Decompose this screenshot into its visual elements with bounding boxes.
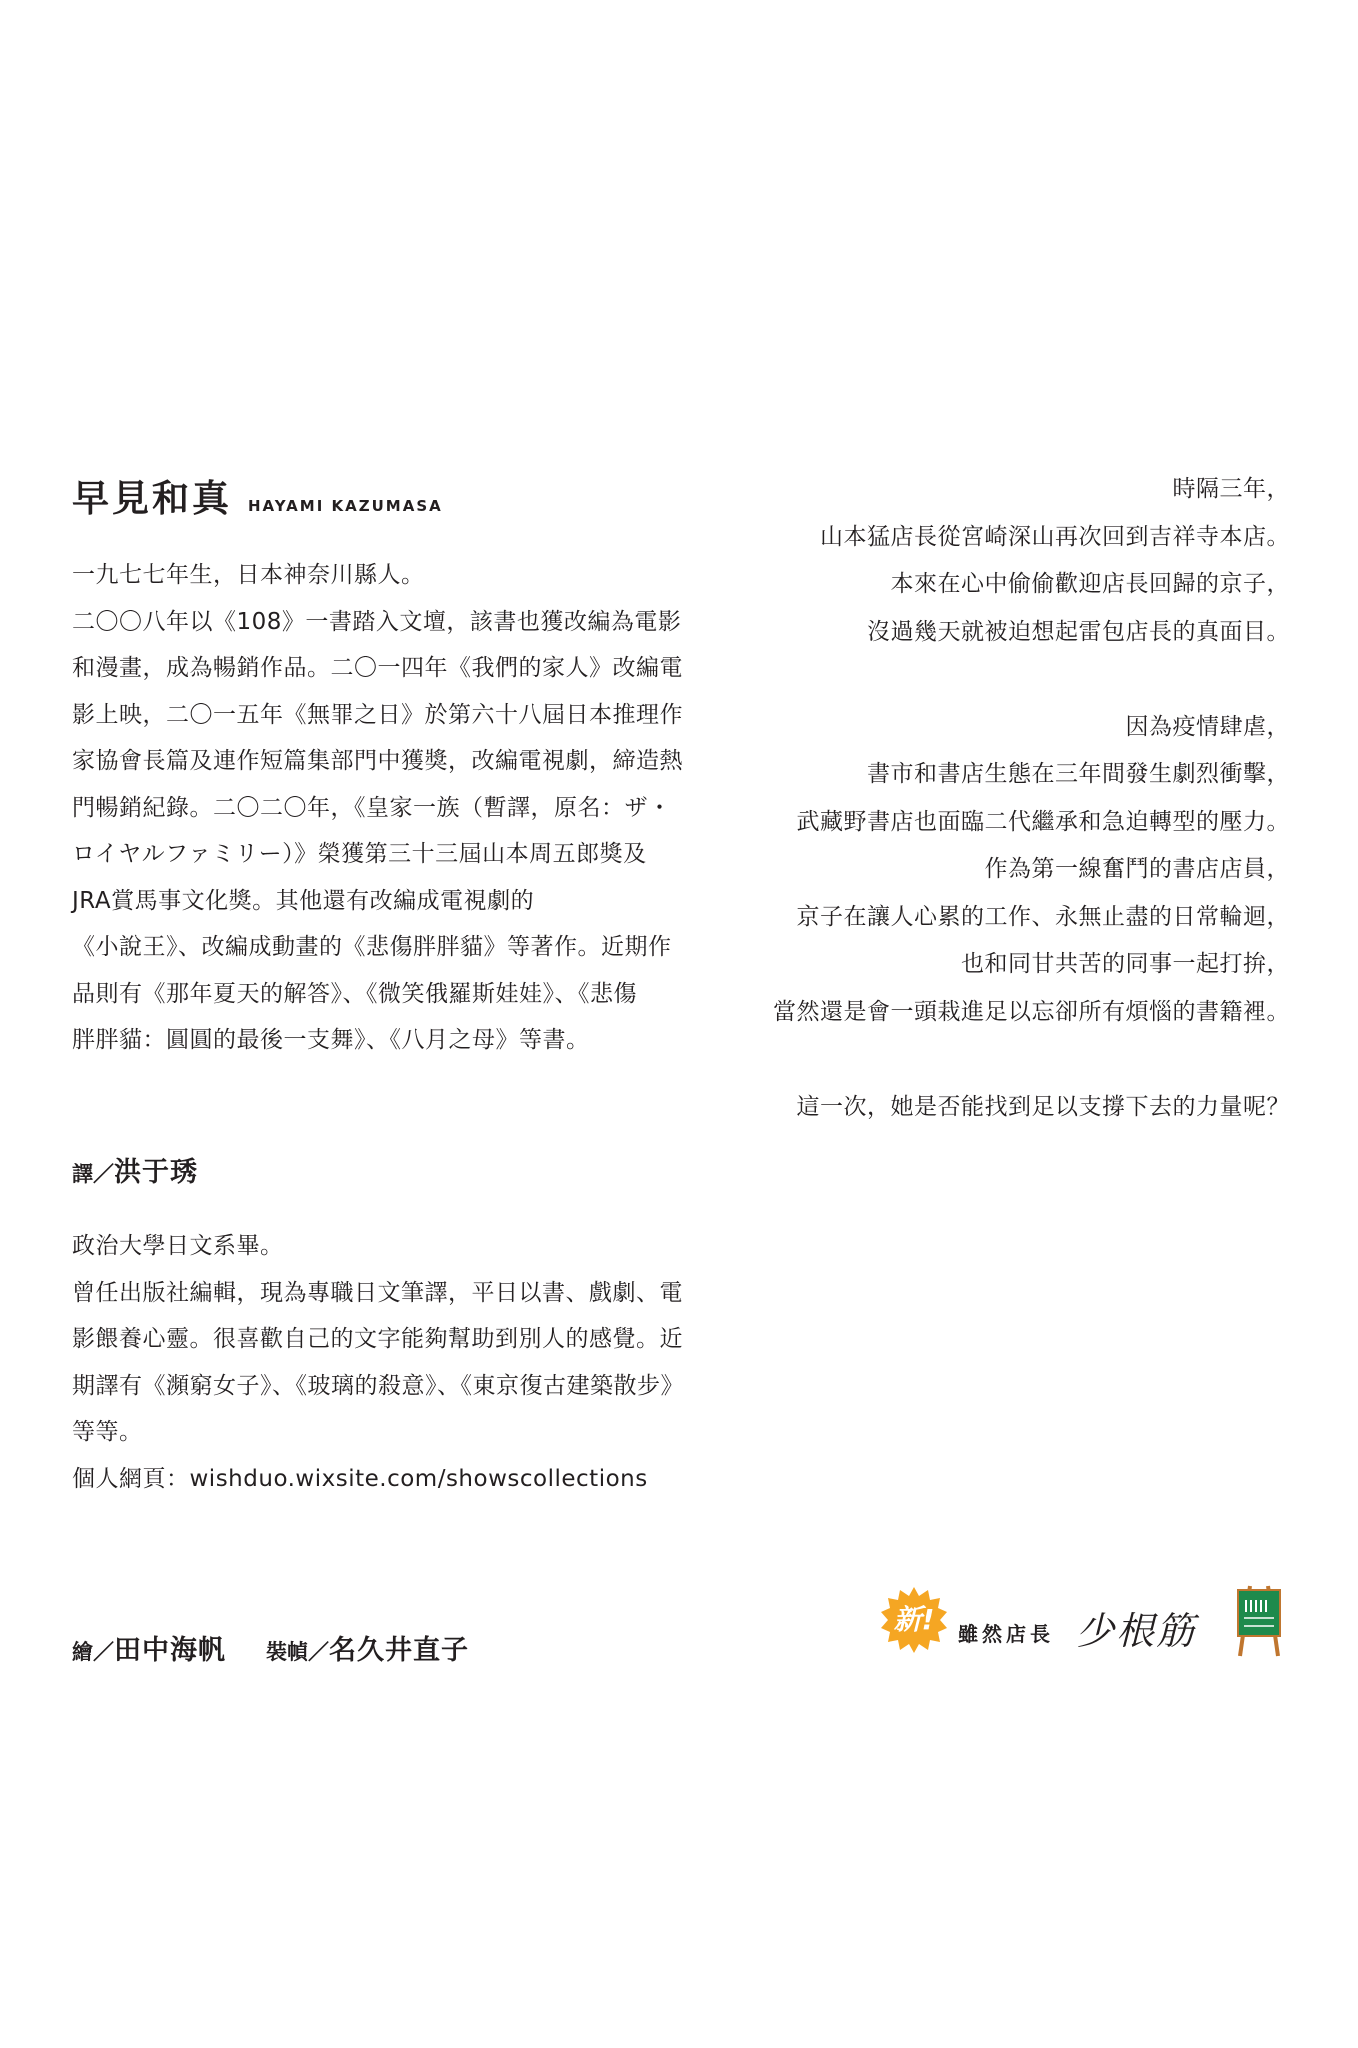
credits (72, 1628, 509, 1667)
designer-label: 裝幀／ (266, 1640, 329, 1664)
author-bio-line: JRA賞馬事文化獎。其他還有改編成電視劇的 (72, 887, 535, 914)
series-logo (880, 1582, 1290, 1662)
translator-bio (72, 1223, 712, 1502)
synopsis-line: 因為疫情肆虐， (1125, 713, 1290, 740)
series-title: 少根筋 (1076, 1609, 1197, 1653)
author-bio-line: 一九七七年生，日本神奈川縣人。 (72, 562, 425, 588)
paragraph-gap (690, 1036, 1290, 1084)
translator-heading (72, 1150, 198, 1189)
translator-bio-line: 政治大學日文系畢。 (72, 1233, 284, 1259)
author-bio-line: 二〇〇八年以《108》一書踏入文壇，該書也獲改編為電影 (72, 608, 682, 635)
synopsis-line: 書市和書店生態在三年間發生劇烈衝擊， (867, 761, 1290, 787)
author-bio (72, 552, 712, 1064)
author-bio-line: 和漫畫，成為暢銷作品。二〇一四年《我們的家人》改編電 (72, 655, 683, 681)
translator-bio-line: 等等。 (72, 1419, 143, 1445)
author-header (72, 468, 443, 522)
author-name: 早見和真 (72, 477, 232, 520)
author-bio-line: 胖胖貓：圓圓的最後一支舞》、《八月之母》等書。 (72, 1027, 590, 1053)
author-romaji: HAYAMI KAZUMASA (248, 497, 443, 515)
author-bio-line: 品則有《那年夏天的解答》、《微笑俄羅斯娃娃》、《悲傷 (72, 980, 637, 1007)
translator-name: 洪于琇 (114, 1157, 198, 1188)
author-bio-line: 家協會長篇及連作短篇集部門中獲獎，改編電視劇，締造熱 (72, 748, 683, 774)
author-bio-line: 影上映，二〇一五年《無罪之日》於第六十八屆日本推理作 (72, 701, 683, 728)
translator-bio-line: 曾任出版社編輯，現為專職日文筆譯，平日以書、戲劇、電 (72, 1279, 683, 1306)
designer-name: 名久井直子 (329, 1635, 469, 1666)
synopsis-line: 作為第一線奮鬥的書店店員， (984, 856, 1290, 882)
author-bio-line: 門暢銷紀錄。二〇二〇年，《皇家一族（暫譯，原名：ザ・ (72, 794, 672, 821)
translator-label: 譯／ (72, 1162, 114, 1186)
designer-credit (266, 1628, 469, 1667)
synopsis-line: 山本猛店長從宮崎深山再次回到吉祥寺本店。 (820, 523, 1290, 550)
author-bio-line: 《小說王》、改編成動畫的《悲傷胖胖貓》等著作。近期作 (72, 934, 672, 960)
synopsis-line: 本來在心中偷偷歡迎店長回歸的京子， (890, 571, 1290, 597)
translator-bio-line: 影餵養心靈。很喜歡自己的文字能夠幫助到別人的感覺。近 (72, 1326, 683, 1352)
bookstore-signboard-icon (1230, 1582, 1288, 1662)
new-badge-text: 新! (893, 1603, 935, 1636)
illustrator-label: 繪／ (72, 1640, 114, 1664)
illustrator-credit (72, 1628, 226, 1667)
series-subtitle: 雖然店長 (958, 1622, 1054, 1646)
synopsis-line: 沒過幾天就被迫想起雷包店長的真面目。 (867, 618, 1290, 645)
synopsis-line: 時隔三年， (1172, 476, 1290, 502)
synopsis-line: 京子在讓人心累的工作、永無止盡的日常輪迴， (796, 903, 1290, 930)
paragraph-gap (690, 656, 1290, 704)
synopsis-line: 當然還是會一頭栽進足以忘卻所有煩惱的書籍裡。 (773, 998, 1290, 1025)
translator-bio-line: 期譯有《瀕窮女子》、《玻璃的殺意》、《東京復古建築散步》 (72, 1372, 684, 1399)
synopsis (690, 466, 1290, 1131)
synopsis-line: 武藏野書店也面臨二代繼承和急迫轉型的壓力。 (796, 808, 1290, 835)
author-bio-line: ロイヤルファミリー）》榮獲第三十三屆山本周五郎獎及 (72, 841, 647, 867)
synopsis-line: 這一次，她是否能找到足以支撐下去的力量呢？ (796, 1093, 1290, 1120)
synopsis-line: 也和同甘共苦的同事一起打拚， (961, 951, 1290, 977)
illustrator-name: 田中海帆 (114, 1635, 226, 1666)
translator-website: 個人網頁：wishduo.wixsite.com/showscollections (72, 1465, 648, 1492)
